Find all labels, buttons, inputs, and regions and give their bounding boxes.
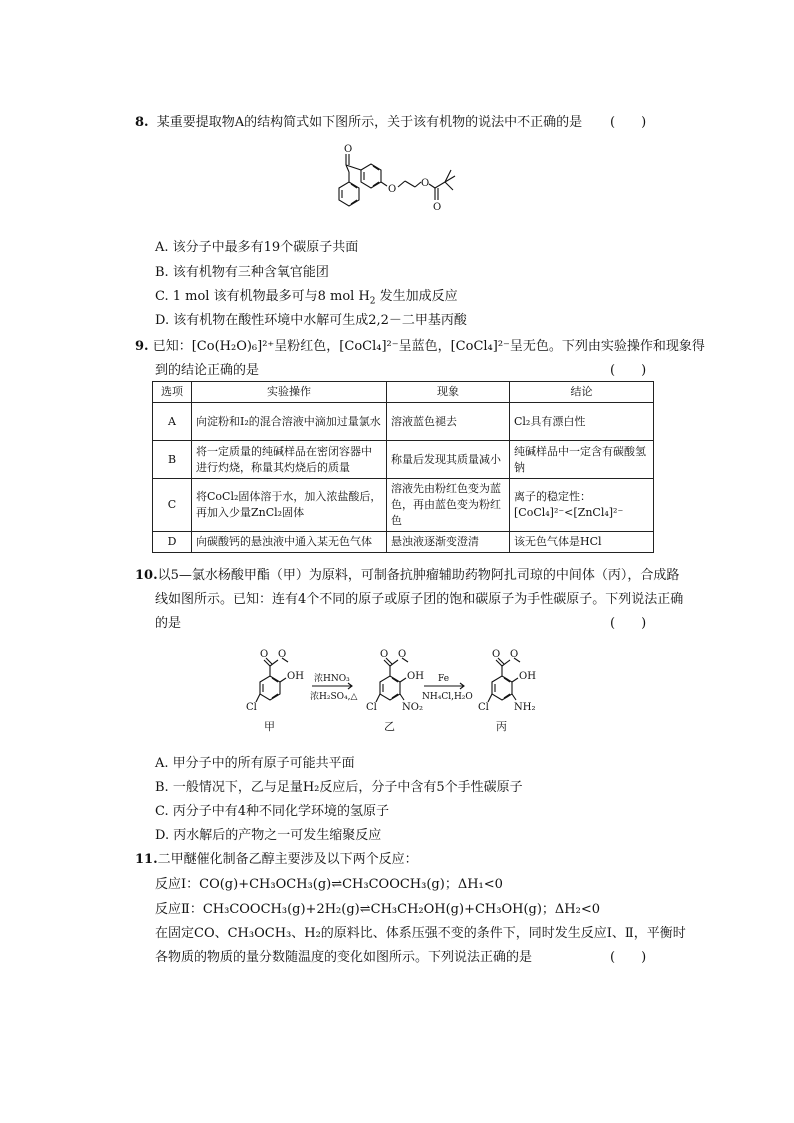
row-operation: 向淀粉和I₂的混合溶液中滴加过量氯水 bbox=[192, 403, 387, 441]
cl-label: Cl bbox=[366, 702, 377, 713]
synthesis-scheme bbox=[240, 644, 560, 736]
q9-stem-line1 bbox=[135, 335, 705, 354]
q10-option-a: A. 甲分子中的所有原子可能共平面 bbox=[155, 756, 355, 771]
q8-stem-line bbox=[135, 111, 582, 130]
table-row bbox=[153, 403, 654, 441]
row-operation: 将CoCl₂固体溶于水，加入浓盐酸后，再加入少量ZnCl₂固体 bbox=[192, 479, 387, 532]
q9-stem-line2: 到的结论正确的是 bbox=[155, 363, 260, 378]
answer-paren: ( ) bbox=[610, 616, 647, 631]
row-conclusion: 纯碱样品中一定含有碳酸氢钠 bbox=[510, 441, 654, 479]
row-conclusion: Cl₂具有漂白性 bbox=[510, 403, 654, 441]
row-option: B bbox=[153, 441, 192, 479]
header-option: 选项 bbox=[153, 382, 192, 403]
label-yi: 乙 bbox=[384, 720, 395, 733]
o-label: O bbox=[398, 649, 407, 660]
q10-option-c: C. 丙分子中有4种不同化学环境的氢原子 bbox=[155, 804, 390, 819]
oh-label: OH bbox=[519, 671, 536, 682]
q8-option-c-post: 发生加成反应 bbox=[379, 289, 458, 304]
q8-option-a: A. 该分子中最多有19个碳原子共面 bbox=[155, 240, 359, 255]
o-label: O bbox=[260, 649, 269, 660]
row-phenomenon: 称量后发现其质量减小 bbox=[387, 441, 510, 479]
reagent1-top: 浓HNO₃ bbox=[314, 674, 350, 684]
q11-stem-line1 bbox=[135, 848, 418, 867]
oh-label: OH bbox=[407, 671, 424, 682]
q11-stem: 二甲醚催化制备乙醇主要涉及以下两个反应： bbox=[157, 852, 418, 867]
q11-reaction-1: 反应Ⅰ：CO(g)+CH₃OCH₃(g)⇌CH₃COOCH₃(g)；ΔH₁<0 bbox=[155, 877, 503, 892]
q9-ion1: [Co(H₂O)₆]²⁺呈粉红色， bbox=[191, 339, 340, 354]
row-phenomenon: 悬浊液逐渐变澄清 bbox=[387, 532, 510, 553]
q10-option-b: B. 一般情况下，乙与足量H₂反应后，分子中含有5个手性碳原子 bbox=[155, 780, 523, 795]
question-number: 11. bbox=[135, 852, 158, 867]
q10-stem-line1 bbox=[135, 564, 679, 583]
answer-paren: ( ) bbox=[610, 950, 647, 965]
cl-label: Cl bbox=[478, 702, 489, 713]
answer-paren: ( ) bbox=[610, 115, 647, 130]
o-label: O bbox=[380, 649, 389, 660]
q10-stem-line3: 的是 bbox=[155, 616, 182, 631]
table-row bbox=[153, 479, 654, 532]
q10-stem-line2: 线如图所示。已知：连有4个不同的原子或原子团的饱和碳原子为手性碳原子。下列说法正确 bbox=[155, 592, 684, 607]
o-label: O bbox=[492, 649, 501, 660]
question-number: 9. bbox=[135, 339, 149, 354]
structure-a bbox=[325, 140, 465, 230]
carbonyl-o: O bbox=[344, 144, 353, 155]
question-stem: 某重要提取物A的结构简式如下图所示，关于该有机物的说法中不正确的是 bbox=[156, 115, 583, 130]
q9-ion3: [CoCl₄]²⁻呈无色。下列由实验操作和现象得 bbox=[450, 339, 705, 354]
row-phenomenon: 溶液先由粉红色变为蓝色，再由蓝色变为粉红色 bbox=[387, 479, 510, 532]
o-label: O bbox=[510, 649, 519, 660]
row-option: A bbox=[153, 403, 192, 441]
q9-known: 已知： bbox=[152, 339, 192, 354]
row-conclusion: 离子的稳定性：[CoCl₄]²⁻<[ZnCl₄]²⁻ bbox=[510, 479, 654, 532]
ether-o: O bbox=[388, 184, 397, 195]
ester-carbonyl-o: O bbox=[433, 202, 442, 213]
table-row bbox=[153, 441, 654, 479]
q11-line4: 各物质的物质的量分数随温度的变化如图所示。下列说法正确的是 bbox=[155, 950, 533, 965]
row-conclusion: 该无色气体是HCl bbox=[510, 532, 654, 553]
o-label: O bbox=[278, 649, 287, 660]
q8-option-d: D. 该有机物在酸性环境中水解可生成2,2－二甲基丙酸 bbox=[155, 313, 467, 328]
row-operation: 向碳酸钙的悬浊液中通入某无色气体 bbox=[192, 532, 387, 553]
row-option: C bbox=[153, 479, 192, 532]
question-number: 8. bbox=[135, 115, 149, 130]
table-header-row bbox=[153, 382, 654, 403]
label-bing: 丙 bbox=[496, 720, 507, 733]
row-operation: 将一定质量的纯碱样品在密闭容器中进行灼烧，称量其灼烧后的质量 bbox=[192, 441, 387, 479]
answer-paren: ( ) bbox=[610, 363, 647, 378]
q8-option-b: B. 该有机物有三种含氧官能团 bbox=[155, 265, 329, 280]
oh-label: OH bbox=[287, 671, 304, 682]
q10-option-d: D. 丙水解后的产物之一可发生缩聚反应 bbox=[155, 828, 382, 843]
label-jia: 甲 bbox=[264, 720, 275, 733]
question-number: 10. bbox=[135, 568, 158, 583]
reagent2-top: Fe bbox=[438, 674, 450, 684]
experiment-table bbox=[152, 381, 654, 553]
q10-line1: 以5—氯水杨酸甲酯（甲）为原料，可制备抗肿瘤辅助药物阿扎司琼的中间体（丙），合成路 bbox=[157, 568, 680, 583]
reagent1-bottom: 浓H₂SO₄,△ bbox=[310, 692, 358, 702]
nh2-label: NH₂ bbox=[514, 702, 536, 713]
cl-label: Cl bbox=[246, 702, 257, 713]
reagent2-bottom: NH₄Cl,H₂O bbox=[422, 692, 473, 702]
q8-option-c-pre: C. 1 mol 该有机物最多可与8 mol H bbox=[155, 289, 370, 304]
header-operation: 实验操作 bbox=[192, 382, 387, 403]
q8-option-c-sub: 2 bbox=[369, 296, 376, 307]
header-conclusion: 结论 bbox=[510, 382, 654, 403]
row-phenomenon: 溶液蓝色褪去 bbox=[387, 403, 510, 441]
header-phenomenon: 现象 bbox=[387, 382, 510, 403]
q9-ion2: [CoCl₄]²⁻呈蓝色， bbox=[339, 339, 451, 354]
q11-line3: 在固定CO、CH₃OCH₃、H₂的原料比、体系压强不变的条件下，同时发生反应Ⅰ、Ⅱ，平衡时 bbox=[155, 926, 686, 941]
ester-o: O bbox=[421, 178, 430, 189]
row-option: D bbox=[153, 532, 192, 553]
q8-option-c bbox=[155, 285, 458, 307]
q11-reaction-2: 反应Ⅱ：CH₃COOCH₃(g)+2H₂(g)⇌CH₃CH₂OH(g)+CH₃OH(g)；ΔH₂<0 bbox=[155, 902, 601, 917]
table-row bbox=[153, 532, 654, 553]
no2-label: NO₂ bbox=[402, 702, 423, 713]
